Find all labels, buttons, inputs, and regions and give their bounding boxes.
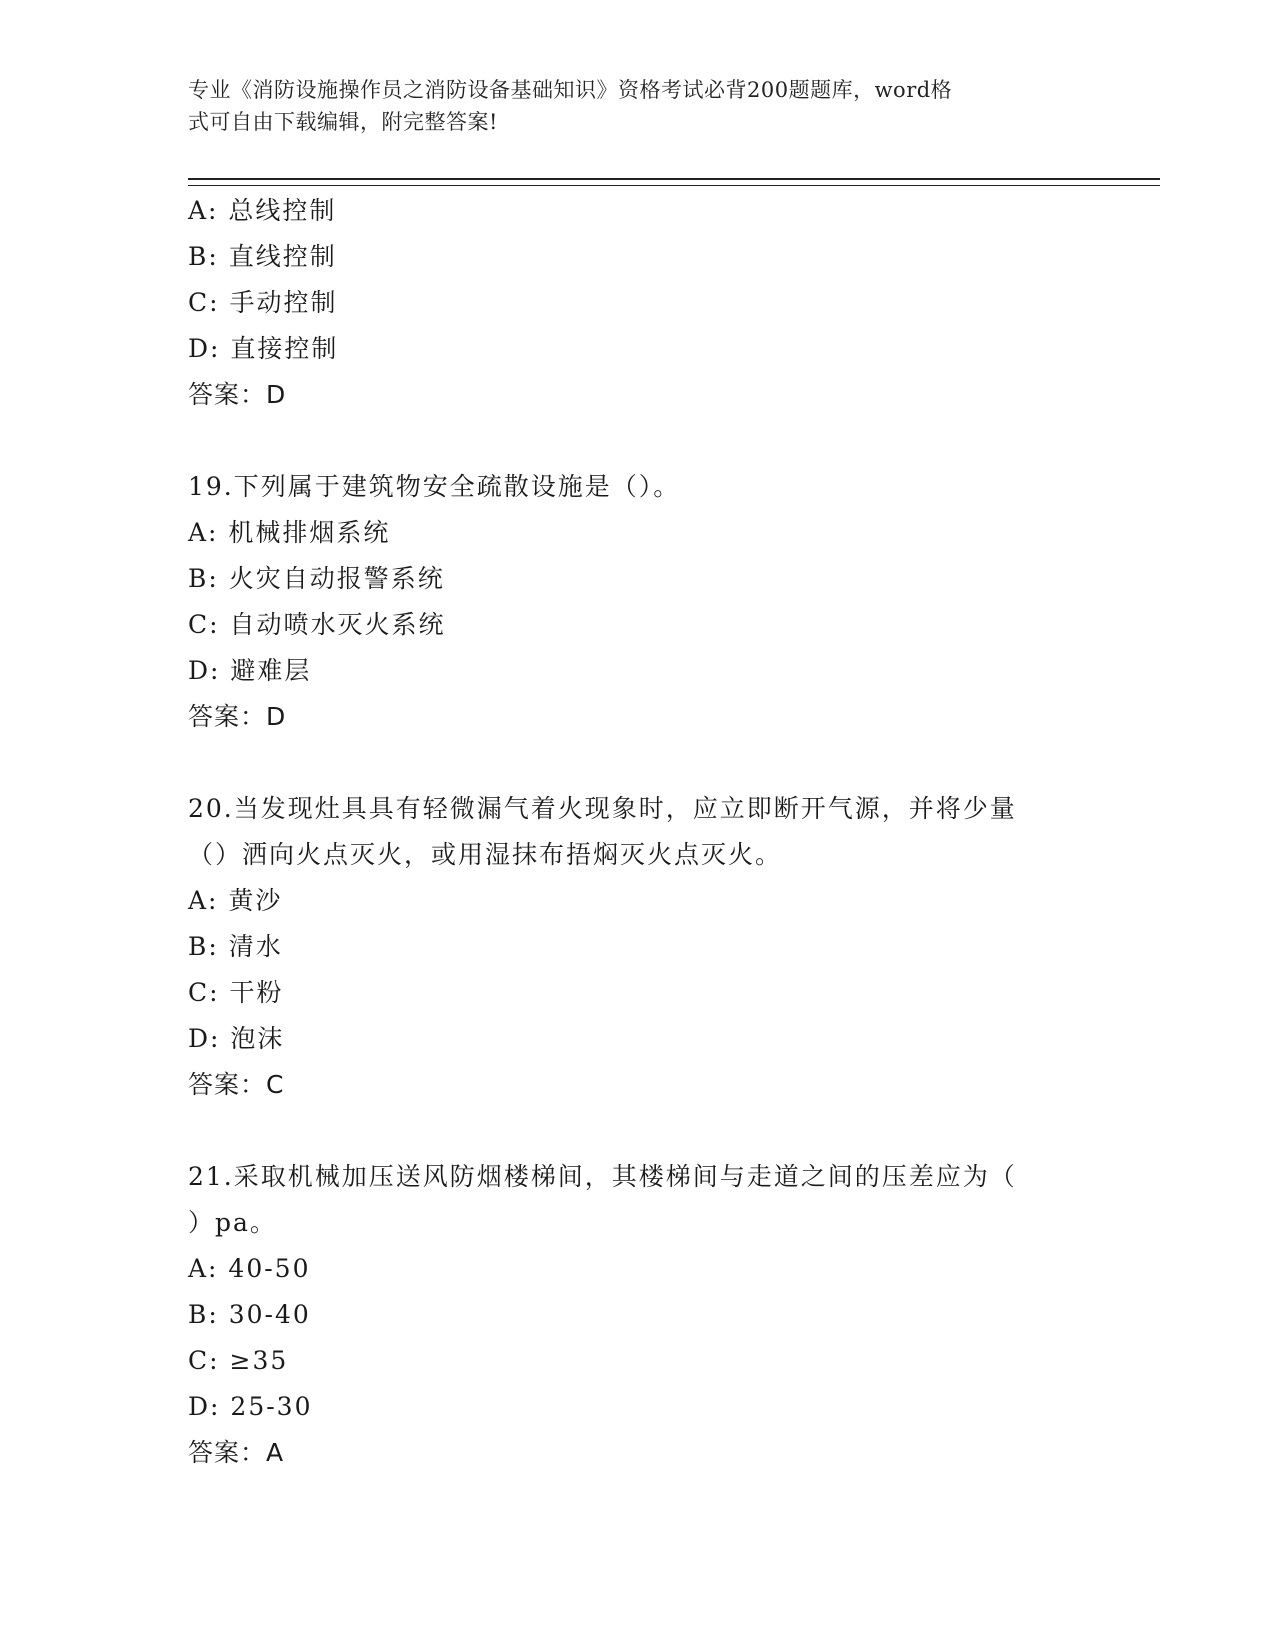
spacer [188, 740, 1088, 786]
header-line-2: 式可自由下载编辑，附完整答案! [188, 110, 498, 134]
question-20-block [188, 786, 1088, 1108]
answer-line: 答案：D [188, 380, 287, 409]
header-line-1: 专业《消防设施操作员之消防设备基础知识》资格考试必背200题题库，word格 [188, 78, 953, 102]
option-d: D: 25-30 [188, 1392, 313, 1421]
option-d: D: 避难层 [188, 656, 312, 685]
option-a: A: 机械排烟系统 [188, 518, 391, 547]
option-c: C: 自动喷水灭火系统 [188, 610, 446, 639]
option-a: A: 总线控制 [188, 196, 337, 225]
question-21-block [188, 1154, 1088, 1476]
document-header [188, 74, 1068, 138]
option-a: A: 40-50 [188, 1254, 311, 1283]
option-d: D: 直接控制 [188, 334, 339, 363]
spacer [188, 418, 1088, 464]
question-18-block [188, 188, 1088, 418]
answer-line: 答案：D [188, 702, 287, 731]
question-21-text-line-2: ）pa。 [188, 1208, 277, 1237]
answer-line: 答案：C [188, 1070, 285, 1099]
option-b: B: 直线控制 [188, 242, 337, 271]
header-divider [188, 178, 1160, 186]
spacer [188, 1108, 1088, 1154]
question-19-block [188, 464, 1088, 740]
option-d: D: 泡沫 [188, 1024, 285, 1053]
option-c: C: 手动控制 [188, 288, 338, 317]
option-b: B: 30-40 [188, 1300, 311, 1329]
question-list [188, 188, 1088, 1476]
question-21-text-line-1: 21.采取机械加压送风防烟楼梯间，其楼梯间与走道之间的压差应为（ [188, 1162, 1017, 1191]
option-b: B: 火灾自动报警系统 [188, 564, 445, 593]
question-20-text-line-1: 20.当发现灶具具有轻微漏气着火现象时，应立即断开气源，并将少量 [188, 794, 1017, 823]
option-c: C: 干粉 [188, 978, 284, 1007]
question-20-text-line-2: （）洒向火点灭火，或用湿抹布捂焖灭火点灭火。 [188, 840, 783, 869]
option-c: C: ≥35 [188, 1346, 289, 1375]
answer-line: 答案：A [188, 1438, 285, 1467]
option-b: B: 清水 [188, 932, 283, 961]
question-19-text: 19.下列属于建筑物安全疏散设施是（）。 [188, 472, 681, 501]
option-a: A: 黄沙 [188, 886, 283, 915]
